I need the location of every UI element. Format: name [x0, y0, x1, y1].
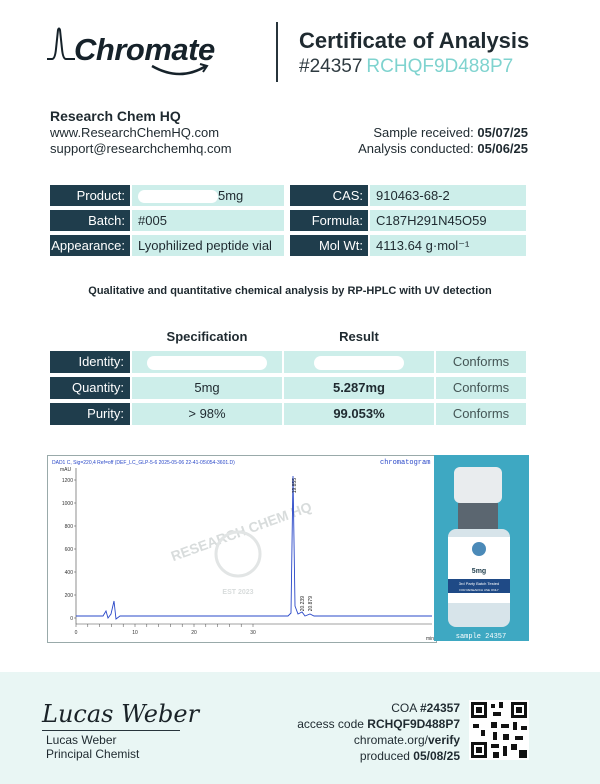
- vial-label-line1: 3rd Party Batch Tested: [458, 581, 500, 586]
- watermark-est: EST 2023: [222, 589, 254, 596]
- x-tick-label: 0: [74, 630, 78, 636]
- verify-prefix: chromate.org/: [353, 733, 428, 747]
- vial-photo: [434, 455, 529, 641]
- purity-status: Conforms: [436, 403, 526, 425]
- appearance-value: Lyophilized peptide vial: [132, 235, 284, 256]
- brand-logo: Chromate: [74, 32, 215, 67]
- product-label: Product:: [50, 185, 130, 206]
- molwt-label: Mol Wt:: [290, 235, 368, 256]
- x-tick-label: 20: [191, 630, 197, 636]
- product-value: [132, 185, 284, 206]
- company-name: Research Chem HQ: [50, 108, 181, 124]
- page-title: Certificate of Analysis: [299, 28, 530, 53]
- quantity-status: Conforms: [436, 377, 526, 399]
- analysis-method: Qualitative and quantitative chemical analysis by RP-HPLC with UV detection: [88, 285, 492, 297]
- vial-dose: 5mg: [471, 568, 487, 575]
- chromatogram-panel: [47, 455, 437, 643]
- coa-number: [299, 56, 513, 78]
- identity-result: [284, 351, 434, 373]
- peak-label-main: 19.855: [292, 478, 298, 494]
- spec-header: Specification: [166, 329, 248, 344]
- redacted-identity-result: [314, 356, 404, 370]
- chromatogram-tag: chromatogram: [380, 459, 431, 467]
- y-tick-label: 1200: [61, 478, 73, 484]
- purity-result: 99.053%: [284, 403, 434, 425]
- batch-value: #005: [132, 210, 284, 231]
- peak-label-2: 20.239: [300, 596, 306, 612]
- company-website: www.ResearchChemHQ.com: [50, 125, 220, 140]
- watermark-text: RESEARCH CHEM HQ: [168, 498, 314, 565]
- appearance-label: Appearance:: [50, 235, 130, 256]
- footer-coa-label: COA: [391, 701, 417, 715]
- dates-block: [358, 125, 528, 157]
- y-tick-label: 200: [64, 593, 73, 599]
- logo-smile-icon: [150, 62, 210, 80]
- cas-value: 910463-68-2: [370, 185, 526, 206]
- chromate-logo-wave-icon: [46, 27, 76, 65]
- chromatogram-plot: [48, 456, 436, 642]
- signature: Lucas Weber: [42, 700, 200, 728]
- vial-illustration: [434, 455, 529, 641]
- chromatogram-signal: [76, 476, 432, 619]
- batch-label: Batch:: [50, 210, 130, 231]
- quantity-spec: 5mg: [132, 377, 282, 399]
- produced-label: produced: [359, 749, 410, 763]
- vial-label-line2: FOR RESEARCH USE ONLY: [459, 588, 499, 592]
- peak-label-3: 20.879: [308, 596, 314, 612]
- redacted-product-name: [138, 190, 218, 203]
- conducted-label: Analysis conducted:: [358, 141, 474, 156]
- y-ticks: [62, 478, 76, 622]
- access-code: RCHQF9D488P7: [367, 717, 460, 731]
- vial-neck: [458, 503, 498, 529]
- molwt-value: 4113.64 g·mol⁻¹: [370, 235, 526, 256]
- y-tick-label: 600: [64, 547, 73, 553]
- conducted-date: 05/06/25: [477, 141, 528, 156]
- vial-cap: [454, 467, 502, 503]
- formula-value: C187H291N45O59: [370, 210, 526, 231]
- redacted-identity-spec: [147, 356, 267, 370]
- coa-code: RCHQF9D488P7: [366, 56, 514, 77]
- produced-date: 05/08/25: [413, 749, 460, 763]
- result-header: Result: [339, 329, 379, 344]
- coa-number-value: #24357: [299, 56, 363, 77]
- product-dose: 5mg: [218, 188, 244, 203]
- qr-code-icon[interactable]: [469, 700, 529, 760]
- y-tick-label: 1000: [61, 501, 73, 507]
- x-unit: min: [426, 636, 435, 642]
- x-tick-label: 10: [132, 630, 138, 636]
- signature-line: [42, 730, 180, 731]
- x-ticks: [75, 624, 256, 636]
- chromatogram-header: DAD1 C, Sig=220,4 Ref=off (DEF_LC_GLP-5-6 2025-05-06 22-41-05\054-3601.D): [52, 460, 235, 466]
- footer-coa-info: [297, 700, 460, 764]
- header-divider: [276, 22, 278, 82]
- company-email: support@researchchemhq.com: [50, 141, 232, 156]
- identity-label: Identity:: [50, 351, 130, 373]
- quantity-label: Quantity:: [50, 377, 130, 399]
- y-unit: mAU: [60, 467, 72, 473]
- vial-globe-icon: [472, 542, 486, 556]
- y-tick-label: 0: [70, 616, 73, 622]
- y-tick-label: 400: [64, 570, 73, 576]
- identity-spec: [132, 351, 282, 373]
- cas-label: CAS:: [290, 185, 368, 206]
- vial-caption: sample 24357: [455, 633, 507, 641]
- received-label: Sample received:: [373, 125, 474, 140]
- purity-label: Purity:: [50, 403, 130, 425]
- signer-role: Principal Chemist: [46, 747, 140, 761]
- received-date: 05/07/25: [477, 125, 528, 140]
- quantity-result: 5.287mg: [284, 377, 434, 399]
- y-tick-label: 800: [64, 524, 73, 530]
- verify-link[interactable]: [297, 732, 460, 748]
- verify-suffix: verify: [427, 733, 460, 747]
- purity-spec: > 98%: [132, 403, 282, 425]
- formula-label: Formula:: [290, 210, 368, 231]
- footer-coa-number: #24357: [419, 701, 460, 715]
- identity-status: Conforms: [436, 351, 526, 373]
- access-label: access code: [297, 717, 364, 731]
- signer-name: Lucas Weber: [46, 733, 117, 747]
- x-tick-label: 30: [250, 630, 256, 636]
